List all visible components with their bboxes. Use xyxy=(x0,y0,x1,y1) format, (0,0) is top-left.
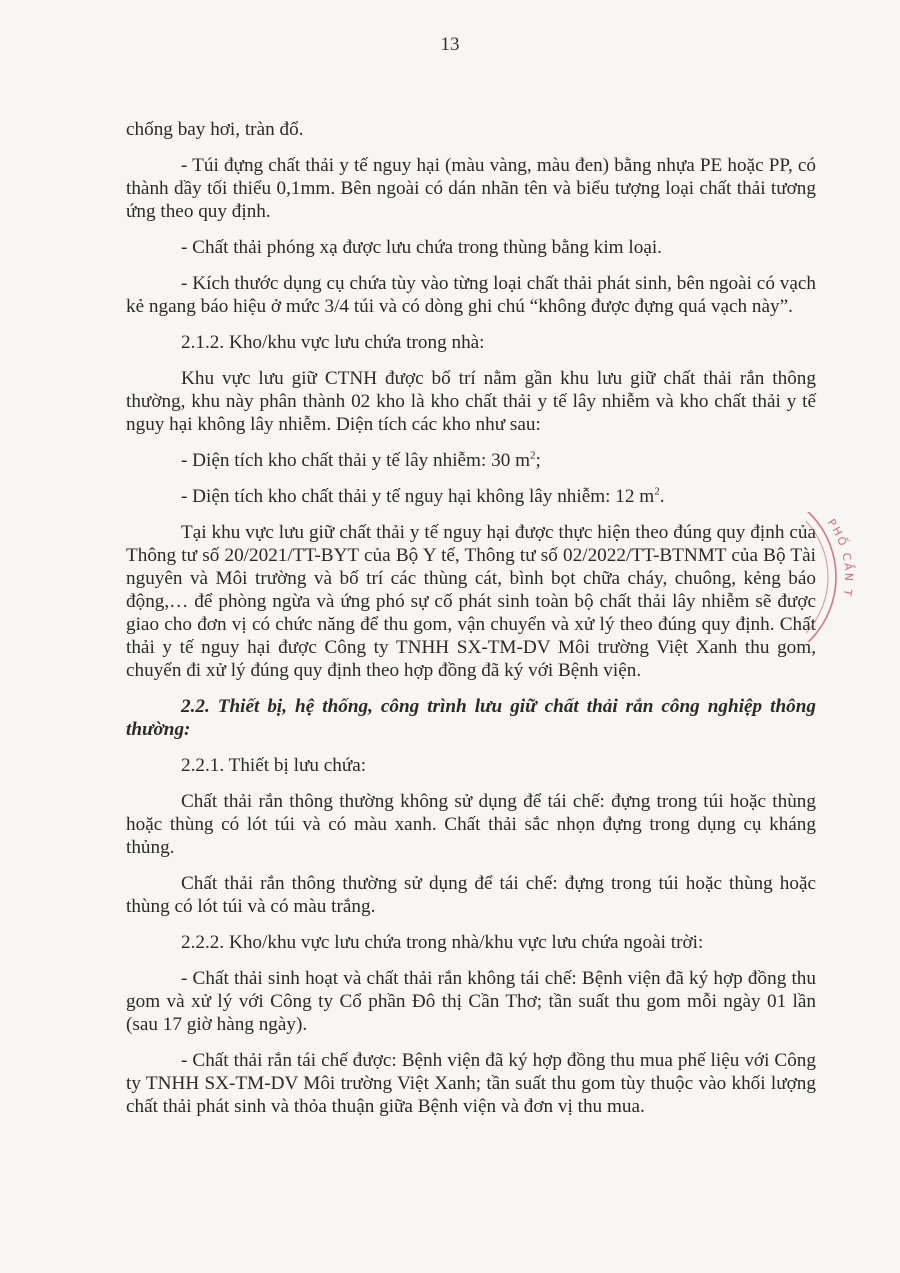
red-stamp-seal xyxy=(806,512,896,642)
paragraph: - Chất thải sinh hoạt và chất thải rắn không tái chế: Bệnh viện đã ký hợp đồng thu gom và xử lý với Công ty Cổ phần Đô thị Cần Thơ; tần suất thu gom mỗi ngày 01 lần (sau 17 giờ hàng ngày). xyxy=(126,968,816,1035)
svg-text:PHỐ CẦN T: PHỐ CẦN T xyxy=(824,516,856,599)
section-heading: 2.2. Thiết bị, hệ thống, công trình lưu giữ chất thải rắn công nghiệp thông thường: xyxy=(126,696,816,740)
paragraph: - Chất thải phóng xạ được lưu chứa trong thùng bằng kim loại. xyxy=(181,237,662,258)
area-infectious xyxy=(126,449,816,472)
paragraph: chống bay hơi, tràn đổ. xyxy=(126,119,304,140)
paragraph: Tại khu vực lưu giữ chất thải y tế nguy hại được thực hiện theo đúng quy định của Thông tư số 20/2021/TT-BYT của Bộ Y tế, Thông tư số 02/2022/TT-BTNMT của Bộ Tài nguyên và Môi trường và bố trí các thùng cát, bình bọt chữa cháy, chuông, kẻng báo động,… để phòng ngừa và ứng phó sự cố phát sinh toàn bộ chất thải lây nhiễm sẽ được giao cho đơn vị có chức năng để thu gom, vận chuyển và xử lý theo đúng quy định. Chất thải y tế nguy hại được Công ty TNHH SX-TM-DV Môi trường Việt Xanh thu gom, chuyển đi xử lý đúng quy định theo hợp đồng đã ký với Bệnh viện. xyxy=(126,522,816,681)
area-hazardous xyxy=(126,485,816,508)
paragraph: - Chất thải rắn tái chế được: Bệnh viện đã ký hợp đồng thu mua phế liệu với Công ty TNHH SX-TM-DV Môi trường Việt Xanh; tần suất thu gom tùy thuộc vào khối lượng chất thải phát sinh và thỏa thuận giữa Bệnh viện và đơn vị thu mua. xyxy=(126,1050,816,1117)
superscript: 2 xyxy=(530,449,536,462)
paragraph: - Kích thước dụng cụ chứa tùy vào từng loại chất thải phát sinh, bên ngoài có vạch kẻ ngang báo hiệu ở mức 3/4 túi và có dòng ghi chú “không được đựng quá vạch này”. xyxy=(126,273,816,317)
area-text: - Diện tích kho chất thải y tế nguy hại không lây nhiễm: 12 m xyxy=(181,486,655,507)
subsection-title: 2.2.2. Kho/khu vực lưu chứa trong nhà/khu vực lưu chứa ngoài trời: xyxy=(181,932,704,953)
paragraph: - Túi đựng chất thải y tế nguy hại (màu vàng, màu đen) bằng nhựa PE hoặc PP, có thành dầy tối thiểu 0,1mm. Bên ngoài có dán nhãn tên và biểu tượng loại chất thải tương ứng theo quy định. xyxy=(126,155,816,222)
area-text: - Diện tích kho chất thải y tế lây nhiễm: 30 m xyxy=(181,450,531,471)
document-body xyxy=(126,118,816,1131)
paragraph: Chất thải rắn thông thường không sử dụng để tái chế: đựng trong túi hoặc thùng hoặc thùng có lót túi và có màu xanh. Chất thải sắc nhọn đựng trong dụng cụ kháng thủng. xyxy=(126,791,816,858)
area-suffix: ; xyxy=(535,450,541,471)
subsection-title: 2.1.2. Kho/khu vực lưu chứa trong nhà: xyxy=(181,332,485,353)
paragraph: Chất thải rắn thông thường sử dụng để tái chế: đựng trong túi hoặc thùng hoặc thùng có lót túi và có màu trắng. xyxy=(126,873,816,917)
paragraph: Khu vực lưu giữ CTNH được bố trí nằm gần khu lưu giữ chất thải rắn thông thường, khu này phân thành 02 kho là kho chất thải y tế lây nhiễm và kho chất thải y tế nguy hại không lây nhiễm. Diện tích các kho như sau: xyxy=(126,368,816,435)
superscript: 2 xyxy=(654,485,660,498)
area-suffix: . xyxy=(659,486,665,507)
page-number: 13 xyxy=(440,34,460,55)
subsection-title: 2.2.1. Thiết bị lưu chứa: xyxy=(181,755,367,776)
